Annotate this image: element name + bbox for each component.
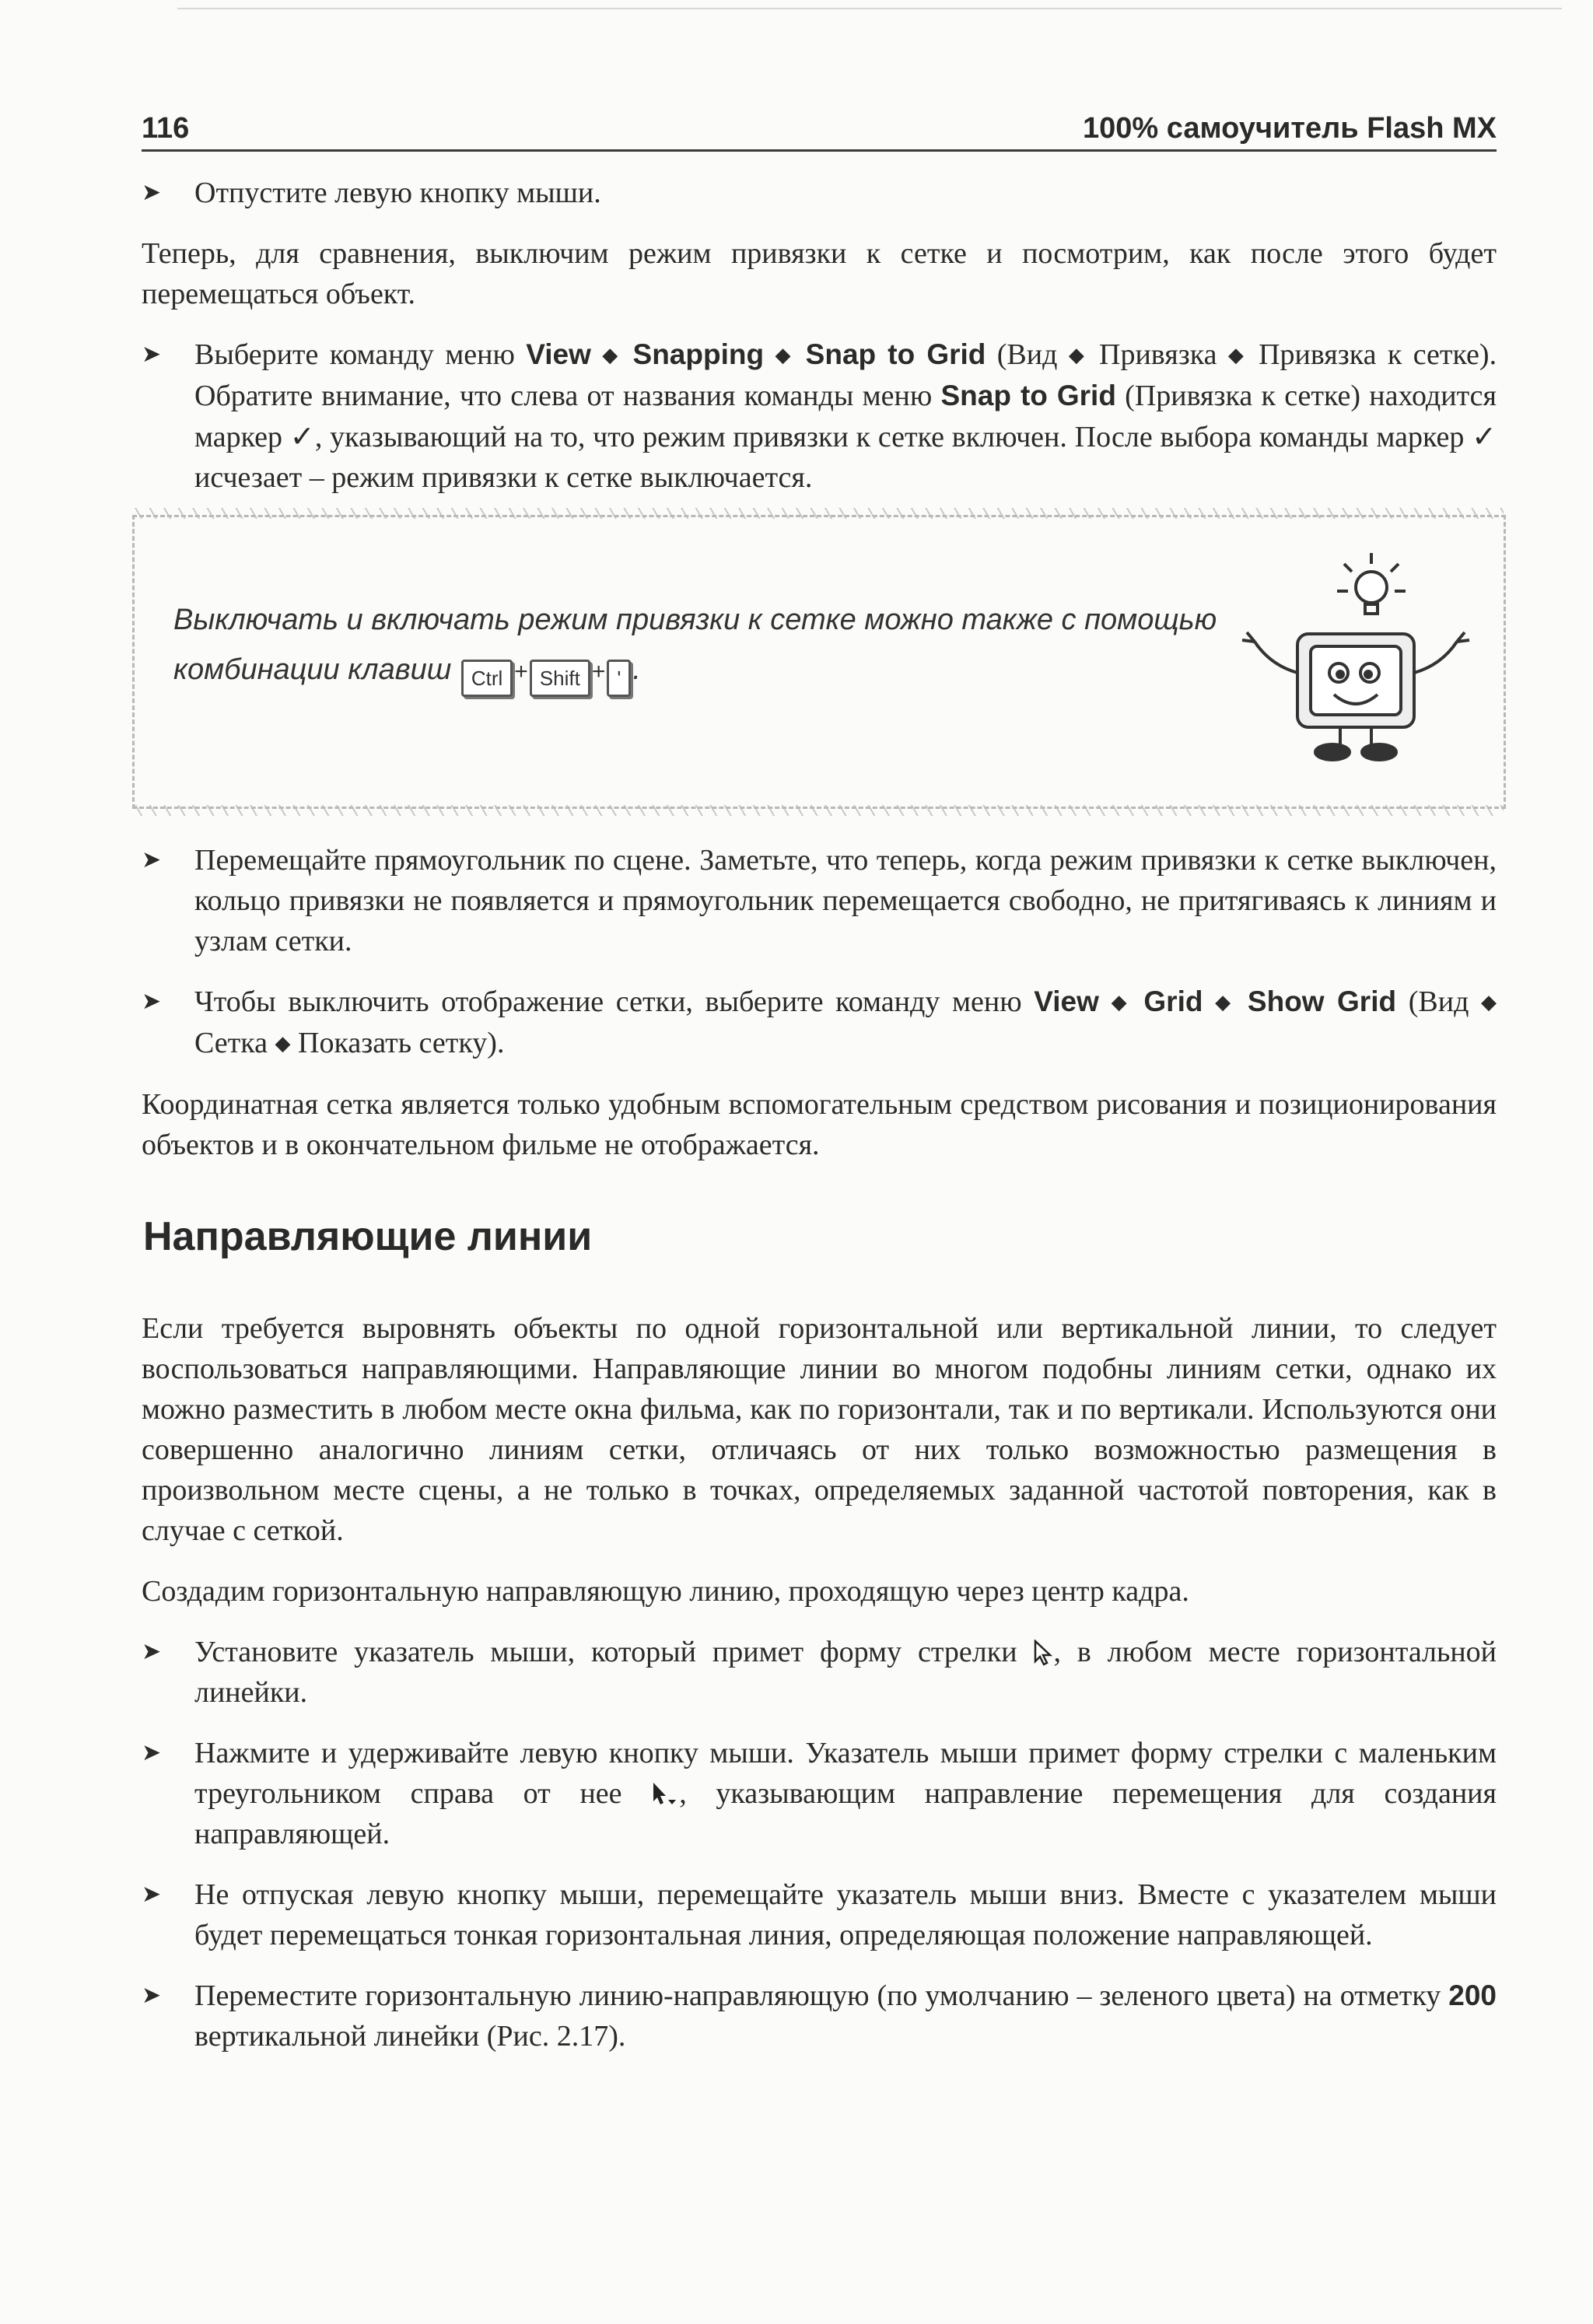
- page-header: [142, 109, 1497, 152]
- menu-separator-diamond-icon: ◆: [1227, 344, 1248, 367]
- list-item: [142, 982, 1497, 1064]
- menu-command: Snap to Grid: [940, 380, 1116, 411]
- menu-command: Grid: [1143, 985, 1203, 1017]
- list-item: [142, 1874, 1497, 1955]
- bullet-arrow-icon: ➤: [142, 988, 162, 1015]
- list-item: [142, 334, 1497, 498]
- arrow-cursor-triangle-icon: [651, 1781, 679, 1808]
- arrow-cursor-icon: [1033, 1640, 1053, 1666]
- menu-separator-diamond-icon: ◆: [602, 344, 622, 367]
- text-run: Привязка: [1087, 338, 1228, 371]
- paragraph: Если требуется выровнять объекты по одной горизонтальной или вертикальной линии, то следует воспользоваться направляющими. Направляющие линии во многом подобны линиям сетки, однако их можно разместить в любом месте окна фильма, как по горизонтали, так и по вертикали. Используются они совершенно аналогично линиям сетки, отличаясь от них только возможностью размещения в произвольном месте сцены, а не только в точках, определяемых заданной частотой повторения, как в случае с сеткой.: [142, 1312, 1497, 1547]
- menu-command: Snap to Grid: [805, 338, 986, 370]
- zigzag-border: [135, 805, 1504, 816]
- section-heading: Направляющие линии: [143, 1214, 593, 1259]
- key-shift: Shift: [530, 660, 590, 697]
- menu-command: View: [526, 338, 591, 370]
- tip-text-run: .: [632, 653, 641, 686]
- plus-sign: +: [591, 659, 606, 684]
- menu-separator-diamond-icon: ◆: [275, 1032, 291, 1055]
- menu-separator-diamond-icon: ◆: [1068, 344, 1088, 367]
- list-item-text: Отпустите левую кнопку мыши.: [194, 177, 601, 209]
- ruler-mark-value: 200: [1448, 1979, 1497, 2011]
- paragraph: Создадим горизонтальную направляющую линию, проходящую через центр кадра.: [142, 1575, 1189, 1608]
- list-item: [142, 1632, 1497, 1713]
- text-run: Сетка: [194, 1027, 275, 1059]
- menu-separator-diamond-icon: ◆: [1481, 991, 1497, 1014]
- tip-text-run: Выключать и включать режим привязки к сетке можно также с помощью комбинации клавиш: [173, 604, 1217, 686]
- menu-separator-diamond-icon: ◆: [1215, 991, 1236, 1014]
- text-run: , в любом месте горизонтальной линейки.: [194, 1636, 1497, 1709]
- paragraph: Теперь, для сравнения, выключим режим привязки к сетке и посмотрим, как после этого будет перемещаться объект.: [142, 237, 1497, 310]
- tip-text: [173, 595, 1262, 697]
- bullet-arrow-icon: ➤: [142, 179, 162, 206]
- key-apostrophe: ': [607, 660, 631, 697]
- text-run: Переместите горизонтальную линию-направляющую (по умолчанию – зеленого цвета) на отметку: [194, 1979, 1449, 2012]
- list-item: [142, 1733, 1497, 1854]
- text-run: Чтобы выключить отображение сетки, выберите команду меню: [194, 985, 1035, 1018]
- tip-box: [132, 515, 1506, 809]
- text-run: (Вид: [1396, 985, 1482, 1018]
- bullet-arrow-icon: ➤: [142, 1982, 162, 2009]
- menu-command: Show Grid: [1247, 985, 1397, 1017]
- list-item: [142, 173, 1497, 213]
- bullet-arrow-icon: ➤: [142, 1739, 162, 1766]
- text-run: Установите указатель мыши, который примет форму стрелки: [194, 1636, 1034, 1668]
- checkmark-marker-icon: ✓: [1472, 419, 1497, 453]
- scan-edge-line: [177, 8, 1562, 9]
- list-item-text: Перемещайте прямоугольник по сцене. Заметьте, что теперь, когда режим привязки к сетке выключен, кольцо привязки не появляется и прямоугольник перемещается свободно, не притягиваясь к линиям и узлам сетки.: [194, 844, 1497, 957]
- menu-command: Snapping: [632, 338, 765, 370]
- text-run: Показать сетку).: [290, 1027, 505, 1059]
- list-item: [142, 840, 1497, 961]
- bullet-arrow-icon: ➤: [142, 1881, 162, 1908]
- text-run: исчезает – режим привязки к сетке выключается.: [194, 461, 813, 494]
- text-run: вертикальной линейки (Рис. 2.17).: [194, 2020, 626, 2053]
- bullet-arrow-icon: ➤: [142, 1638, 162, 1665]
- text-run: (Вид: [986, 338, 1069, 371]
- checkmark-marker-icon: ✓: [289, 419, 315, 453]
- text-run: Выберите команду меню: [194, 338, 527, 371]
- key-ctrl: Ctrl: [461, 660, 513, 697]
- running-title: 100% самоучитель Flash MX: [1083, 112, 1497, 145]
- paragraph: Координатная сетка является только удобным вспомогательным средством рисования и позиционирования объектов и в окончательном фильме не отображается.: [142, 1088, 1497, 1161]
- bullet-arrow-icon: ➤: [142, 341, 162, 368]
- page-number: 116: [142, 112, 190, 145]
- bullet-arrow-icon: ➤: [142, 846, 162, 873]
- menu-separator-diamond-icon: ◆: [1111, 991, 1132, 1014]
- menu-command: View: [1034, 985, 1099, 1017]
- page-body: [142, 173, 1497, 2056]
- text-run: (Привязка к сетке) находится маркер: [194, 380, 1497, 453]
- list-item: [142, 1976, 1497, 2056]
- text-run: Нажмите и удерживайте левую кнопку мыши. Указатель мыши примет форму стрелки с маленьким треугольником справа от нее: [194, 1737, 1497, 1810]
- monitor-mascot-icon: [1224, 548, 1472, 774]
- text-run: , указывающий на то, что режим привязки к сетке включен. После выбора команды маркер: [314, 421, 1472, 453]
- text-run: Привязка к сетке). Обратите внимание, что слева от названия команды меню: [194, 338, 1497, 412]
- list-item-text: Не отпуская левую кнопку мыши, перемещайте указатель мыши вниз. Вместе с указателем мыши будет перемещаться тонкая горизонтальная линия, определяющая положение направляющей.: [194, 1878, 1497, 1951]
- text-run: , указывающим направление перемещения для создания направляющей.: [194, 1777, 1497, 1850]
- menu-separator-diamond-icon: ◆: [775, 344, 795, 367]
- zigzag-border: [135, 508, 1504, 519]
- plus-sign: +: [514, 659, 528, 684]
